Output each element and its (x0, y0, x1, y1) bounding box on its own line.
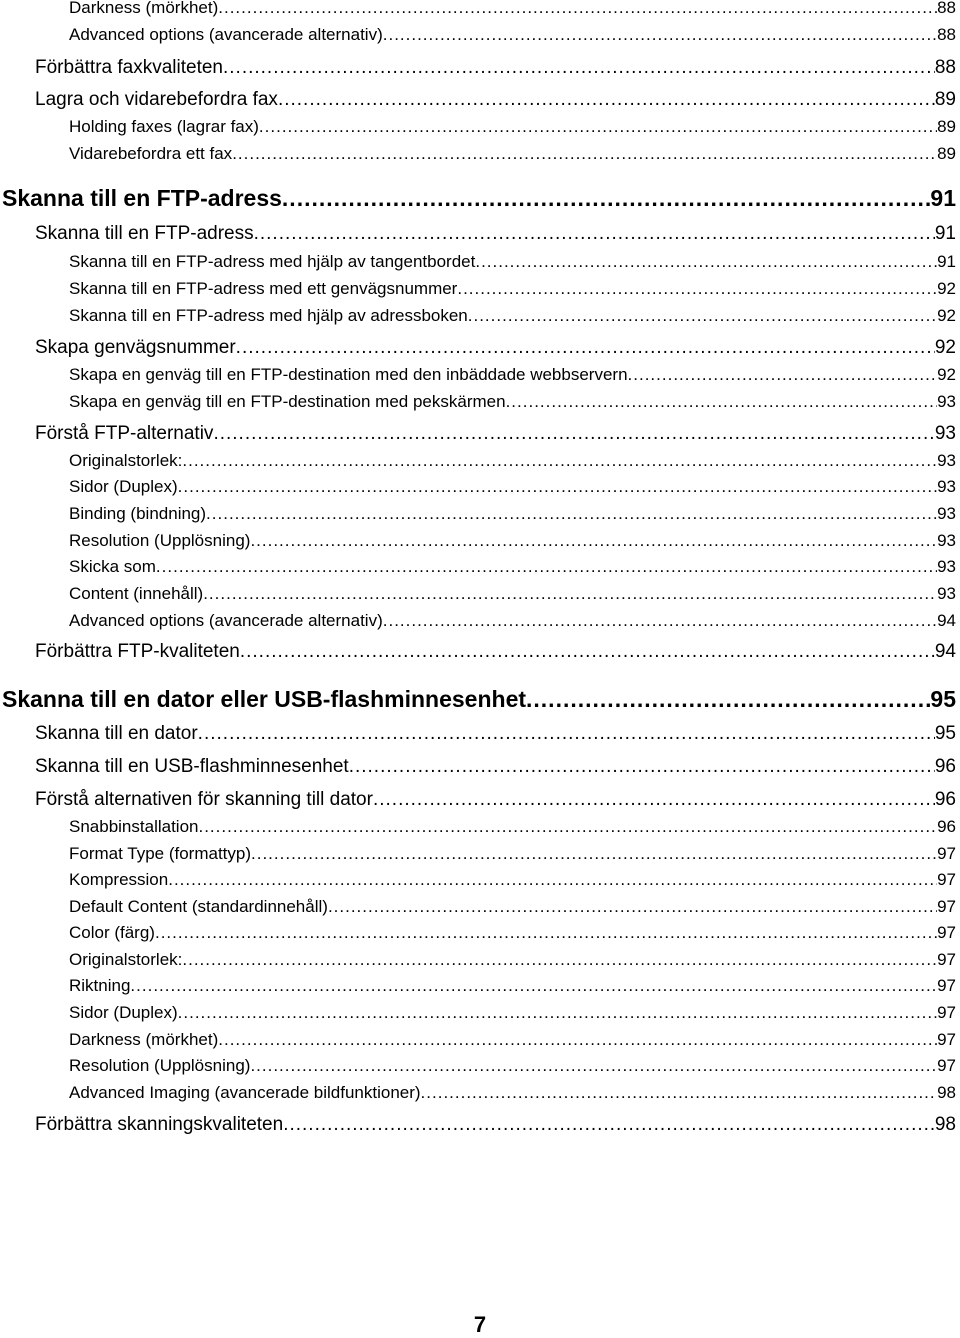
toc-entry-page: 96 (937, 817, 956, 836)
toc-entry (69, 504, 956, 524)
toc-leader-dots (178, 1003, 937, 1023)
toc-entry-title: Skicka som (69, 557, 156, 576)
toc-entry (69, 817, 956, 837)
toc-leader-dots (182, 451, 937, 471)
toc-entry-page: 91 (937, 252, 956, 271)
toc-entry-page: 88 (934, 57, 956, 78)
toc-entry-title: Darkness (mörkhet) (69, 0, 219, 17)
toc-entry-page: 89 (934, 89, 956, 110)
toc-entry-page: 94 (937, 611, 956, 630)
toc-entry (69, 531, 956, 551)
toc-entry-title: Vidarebefordra ett fax (69, 144, 233, 163)
toc-entry (2, 185, 956, 212)
toc-entry-title: Skanna till en FTP-adress med hjälp av tangentbordet (69, 252, 476, 271)
toc-entry (69, 1030, 956, 1050)
toc-leader-dots (526, 686, 930, 713)
toc-entry (35, 337, 956, 359)
toc-entry (35, 723, 956, 745)
toc-entry-title: Color (färg) (69, 923, 155, 942)
toc-entry-title: Skanna till en FTP-adress (35, 223, 254, 244)
toc-entry (69, 611, 956, 631)
toc-leader-dots (259, 117, 937, 137)
toc-leader-dots (457, 279, 937, 299)
toc-entry-title: Sidor (Duplex) (69, 477, 178, 496)
toc-entry (69, 923, 956, 943)
toc-entry (69, 306, 956, 326)
toc-entry (69, 0, 956, 18)
toc-entry (35, 789, 956, 811)
toc-entry-page: 96 (934, 756, 956, 777)
toc-entry-title: Skanna till en FTP-adress med ett genvägsnummer (69, 279, 458, 298)
toc-entry-page: 91 (930, 185, 956, 211)
toc-entry (69, 976, 956, 996)
toc-leader-dots (628, 365, 938, 385)
toc-entry-title: Binding (bindning) (69, 504, 207, 523)
toc-entry-page: 92 (937, 365, 956, 384)
toc-leader-dots (203, 584, 937, 604)
toc-entry-page: 93 (937, 504, 956, 523)
toc-entry-page: 95 (934, 723, 956, 744)
toc-entry-page: 97 (937, 923, 956, 942)
toc-entry-title: Kompression (69, 870, 169, 889)
toc-entry-page: 93 (937, 557, 956, 576)
toc-entry (69, 1083, 956, 1103)
toc-entry-title: Skapa en genväg till en FTP-destination med den inbäddade webbservern (69, 365, 628, 384)
toc-leader-dots (506, 392, 938, 412)
toc-leader-dots (182, 950, 937, 970)
toc-entry-page: 98 (937, 1083, 956, 1102)
toc-entry-title: Skapa genvägsnummer (35, 337, 236, 358)
toc-entry-title: Skanna till en dator eller USB-flashminnesenhet (2, 686, 527, 712)
toc-entry-title: Originalstorlek: (69, 451, 183, 470)
toc-entry-page: 93 (937, 477, 956, 496)
toc-entry (2, 686, 956, 713)
toc-entry-page: 98 (934, 1114, 956, 1135)
toc-entry (69, 897, 956, 917)
toc-entry (69, 844, 956, 864)
toc-entry-page: 97 (937, 976, 956, 995)
toc-entry-page: 93 (937, 392, 956, 411)
toc-leader-dots (283, 1114, 935, 1136)
toc-entry (69, 870, 956, 890)
toc-entry (69, 1056, 956, 1076)
toc-entry (35, 641, 956, 663)
toc-leader-dots (236, 337, 935, 359)
toc-entry (69, 950, 956, 970)
toc-leader-dots (156, 557, 937, 577)
toc-entry-page: 88 (937, 0, 956, 17)
toc-entry-title: Content (innehåll) (69, 584, 204, 603)
toc-leader-dots (223, 57, 935, 79)
toc-entry (69, 477, 956, 497)
toc-entry-page: 97 (937, 1056, 956, 1075)
toc-leader-dots (240, 641, 935, 663)
toc-entry-title: Advanced options (avancerade alternativ) (69, 611, 383, 630)
toc-entry-page: 89 (937, 117, 956, 136)
toc-leader-dots (468, 306, 937, 326)
toc-leader-dots (373, 789, 935, 811)
toc-entry (35, 756, 956, 778)
toc-entry-page: 97 (937, 844, 956, 863)
toc-leader-dots (349, 756, 935, 778)
toc-entry-title: Förstå alternativen för skanning till dator (35, 789, 373, 810)
toc-leader-dots (213, 423, 934, 445)
toc-entry-title: Skanna till en FTP-adress (2, 185, 282, 211)
toc-leader-dots (475, 252, 937, 272)
toc-leader-dots (421, 1083, 938, 1103)
toc-entry-title: Lagra och vidarebefordra fax (35, 89, 278, 110)
toc-entry-page: 93 (937, 531, 956, 550)
toc-entry-page: 97 (937, 1003, 956, 1022)
toc-entry (35, 1114, 956, 1136)
toc-entry (69, 144, 956, 164)
toc-entry (35, 423, 956, 445)
toc-leader-dots (282, 185, 930, 212)
toc-entry-title: Resolution (Upplösning) (69, 531, 251, 550)
toc-entry-page: 93 (934, 423, 956, 444)
toc-entry (69, 25, 956, 45)
toc-entry-title: Default Content (standardinnehåll) (69, 897, 328, 916)
toc-leader-dots (383, 611, 937, 631)
toc-entry-title: Snabbinstallation (69, 817, 199, 836)
toc-leader-dots (218, 1030, 937, 1050)
toc-leader-dots (218, 0, 937, 18)
toc-leader-dots (328, 897, 937, 917)
toc-leader-dots (198, 723, 935, 745)
toc-entry (69, 584, 956, 604)
toc-entry-title: Skanna till en FTP-adress med hjälp av adressboken (69, 306, 468, 325)
toc-entry-page: 95 (930, 686, 956, 712)
toc-entry-page: 92 (937, 306, 956, 325)
toc-entry-title: Advanced Imaging (avancerade bildfunktioner) (69, 1083, 421, 1102)
toc-entry-title: Darkness (mörkhet) (69, 1030, 219, 1049)
page-number: 7 (473, 1312, 487, 1337)
toc-entry-title: Skanna till en dator (35, 723, 198, 744)
toc-leader-dots (168, 870, 937, 890)
toc-entry-title: Förstå FTP-alternativ (35, 423, 214, 444)
toc-leader-dots (198, 817, 937, 837)
toc-entry-title: Resolution (Upplösning) (69, 1056, 251, 1075)
toc-entry-title: Skapa en genväg till en FTP-destination med pekskärmen (69, 392, 506, 411)
toc-leader-dots (130, 976, 937, 996)
toc-entry-title: Originalstorlek: (69, 950, 183, 969)
toc-entry-title: Format Type (formattyp) (69, 844, 252, 863)
toc-entry (35, 89, 956, 111)
toc-entry-title: Förbättra skanningskvaliteten (35, 1114, 284, 1135)
toc-leader-dots (155, 923, 937, 943)
toc-entry (69, 451, 956, 471)
toc-entry-title: Förbättra FTP-kvaliteten (35, 641, 240, 662)
toc-entry-page: 97 (937, 870, 956, 889)
toc-entry-page: 97 (937, 950, 956, 969)
toc-leader-dots (383, 25, 937, 45)
toc-entry-page: 91 (934, 223, 956, 244)
toc-entry (69, 365, 956, 385)
toc-entry-page: 92 (937, 279, 956, 298)
toc-leader-dots (232, 144, 937, 164)
toc-entry (69, 557, 956, 577)
toc-entry-title: Förbättra faxkvaliteten (35, 57, 223, 78)
toc-leader-dots (250, 1056, 937, 1076)
toc-entry-page: 89 (937, 144, 956, 163)
toc-entry-page: 92 (934, 337, 956, 358)
toc-entry (69, 392, 956, 412)
toc-leader-dots (178, 477, 937, 497)
toc-entry-title: Holding faxes (lagrar fax) (69, 117, 259, 136)
toc-entry-page: 88 (937, 25, 956, 44)
toc-leader-dots (206, 504, 937, 524)
toc-entry-title: Riktning (69, 976, 131, 995)
toc-leader-dots (254, 223, 935, 245)
toc-entry-page: 93 (937, 584, 956, 603)
toc-entry-title: Sidor (Duplex) (69, 1003, 178, 1022)
toc-entry (69, 252, 956, 272)
toc-entry-page: 97 (937, 1030, 956, 1049)
toc-leader-dots (278, 89, 935, 111)
toc-entry (69, 117, 956, 137)
toc-leader-dots (250, 531, 937, 551)
toc-entry (35, 223, 956, 245)
toc-entry (69, 1003, 956, 1023)
toc-entry-title: Skanna till en USB-flashminnesenhet (35, 756, 349, 777)
toc-entry (69, 279, 956, 299)
toc-entry-page: 93 (937, 451, 956, 470)
toc-leader-dots (251, 844, 937, 864)
toc-entry-title: Advanced options (avancerade alternativ) (69, 25, 383, 44)
toc-entry-page: 96 (934, 789, 956, 810)
toc-entry-page: 97 (937, 897, 956, 916)
toc-entry-page: 94 (934, 641, 956, 662)
toc-entry (35, 57, 956, 79)
